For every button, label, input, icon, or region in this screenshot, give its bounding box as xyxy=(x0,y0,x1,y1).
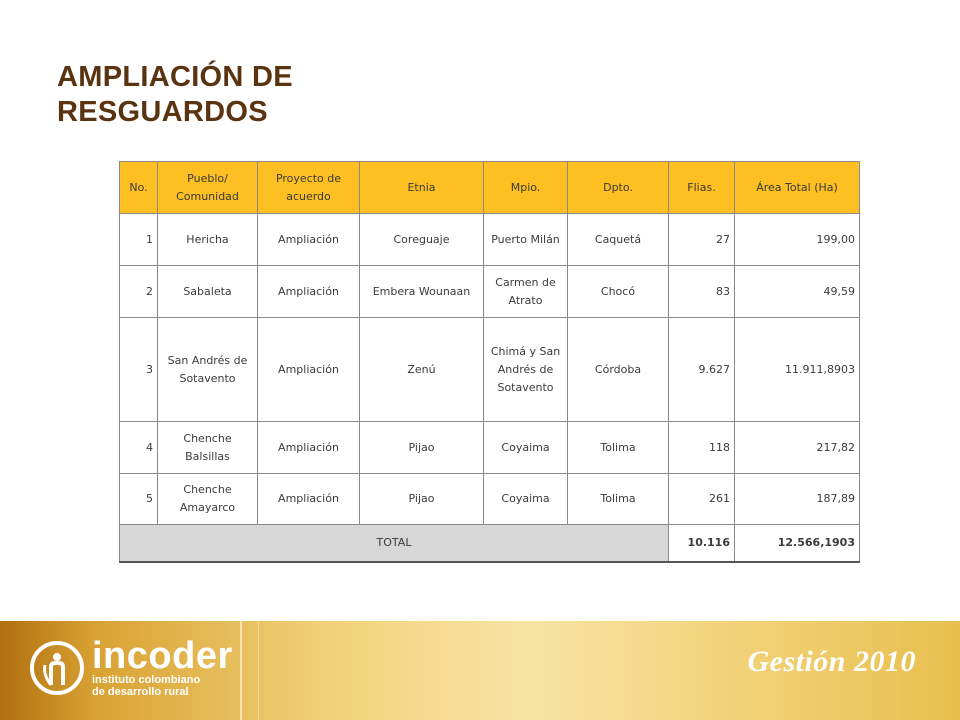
resguardos-table xyxy=(119,161,860,563)
logo-subtitle-2: de desarrollo rural xyxy=(92,686,189,698)
cell-pueblo: San Andrés de Sotavento xyxy=(158,318,258,422)
cell-proyecto: Ampliación xyxy=(258,266,360,318)
cell-dpto: Tolima xyxy=(568,422,669,474)
cell-no: 5 xyxy=(120,474,158,525)
header-etnia: Etnia xyxy=(360,162,484,214)
cell-area: 187,89 xyxy=(735,474,860,525)
cell-pueblo: Sabaleta xyxy=(158,266,258,318)
cell-proyecto: Ampliación xyxy=(258,318,360,422)
cell-proyecto: Ampliación xyxy=(258,214,360,266)
header-proyecto: Proyecto de acuerdo xyxy=(258,162,360,214)
title-line-1: AMPLIACIÓN DE xyxy=(57,61,293,93)
table-header-row xyxy=(120,162,860,214)
cell-mpio: Carmen de Atrato xyxy=(484,266,568,318)
cell-flias: 261 xyxy=(669,474,735,525)
cell-mpio: Puerto Milán xyxy=(484,214,568,266)
total-flias: 10.116 xyxy=(669,525,735,563)
cell-pueblo: Chenche Amayarco xyxy=(158,474,258,525)
cell-area: 217,82 xyxy=(735,422,860,474)
header-dpto: Dpto. xyxy=(568,162,669,214)
cell-flias: 118 xyxy=(669,422,735,474)
header-flias: Flias. xyxy=(669,162,735,214)
table-total-row xyxy=(120,525,860,563)
table-row xyxy=(120,474,860,525)
title-line-2: RESGUARDOS xyxy=(57,96,268,128)
cell-flias: 27 xyxy=(669,214,735,266)
gestion-tagline: Gestión 2010 xyxy=(747,645,916,678)
table-row xyxy=(120,422,860,474)
incoder-emblem-icon xyxy=(30,641,84,695)
cell-no: 4 xyxy=(120,422,158,474)
table-row xyxy=(120,266,860,318)
cell-mpio: Coyaima xyxy=(484,474,568,525)
logo-name: incoder xyxy=(92,635,233,677)
cell-etnia: Pijao xyxy=(360,474,484,525)
header-mpio: Mpio. xyxy=(484,162,568,214)
cell-area: 11.911,8903 xyxy=(735,318,860,422)
incoder-logo xyxy=(30,635,233,698)
cell-flias: 83 xyxy=(669,266,735,318)
page-title xyxy=(57,60,293,130)
cell-proyecto: Ampliación xyxy=(258,474,360,525)
cell-no: 2 xyxy=(120,266,158,318)
header-area: Área Total (Ha) xyxy=(735,162,860,214)
cell-area: 49,59 xyxy=(735,266,860,318)
cell-dpto: Chocó xyxy=(568,266,669,318)
cell-etnia: Coreguaje xyxy=(360,214,484,266)
table-row xyxy=(120,214,860,266)
cell-flias: 9.627 xyxy=(669,318,735,422)
cell-area: 199,00 xyxy=(735,214,860,266)
total-area: 12.566,1903 xyxy=(735,525,860,563)
cell-etnia: Pijao xyxy=(360,422,484,474)
cell-dpto: Tolima xyxy=(568,474,669,525)
cell-pueblo: Chenche Balsillas xyxy=(158,422,258,474)
logo-subtitle-1: instituto colombiano xyxy=(92,674,201,686)
cell-etnia: Embera Wounaan xyxy=(360,266,484,318)
table-row xyxy=(120,318,860,422)
cell-mpio: Chimá y San Andrés de Sotavento xyxy=(484,318,568,422)
cell-mpio: Coyaima xyxy=(484,422,568,474)
cell-no: 1 xyxy=(120,214,158,266)
cell-etnia: Zenú xyxy=(360,318,484,422)
cell-no: 3 xyxy=(120,318,158,422)
cell-proyecto: Ampliación xyxy=(258,422,360,474)
header-no: No. xyxy=(120,162,158,214)
cell-pueblo: Hericha xyxy=(158,214,258,266)
footer-divider xyxy=(240,621,242,720)
total-label: TOTAL xyxy=(120,525,669,563)
cell-dpto: Córdoba xyxy=(568,318,669,422)
footer-divider xyxy=(258,621,259,720)
cell-dpto: Caquetá xyxy=(568,214,669,266)
header-pueblo: Pueblo/ Comunidad xyxy=(158,162,258,214)
